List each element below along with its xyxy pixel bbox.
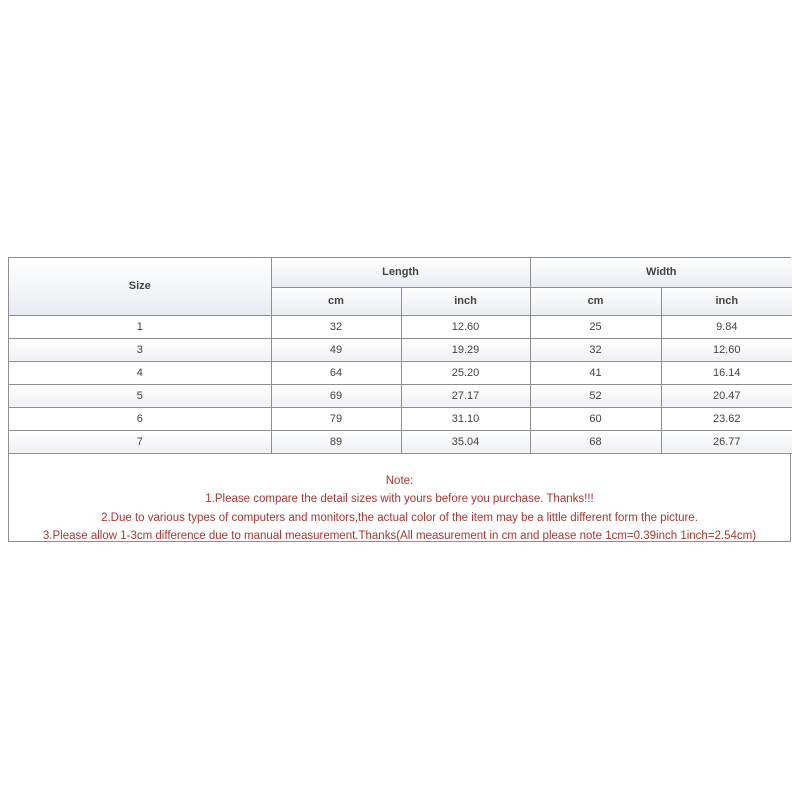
length-header: Length xyxy=(271,258,530,287)
length-inch-cell: 25.20 xyxy=(401,361,530,384)
width-inch-cell: 20.47 xyxy=(661,384,792,407)
notes-section xyxy=(9,454,790,546)
table-row xyxy=(9,361,792,384)
size-header: Size xyxy=(9,258,271,315)
width-header: Width xyxy=(530,258,792,287)
length-inch-cell: 35.04 xyxy=(401,430,530,453)
table-row xyxy=(9,384,792,407)
width-inch-cell: 9.84 xyxy=(661,315,792,338)
length-cm-cell: 64 xyxy=(271,361,401,384)
width-cm-cell: 41 xyxy=(530,361,661,384)
size-cell: 6 xyxy=(9,407,271,430)
width-cm-cell: 52 xyxy=(530,384,661,407)
table-row xyxy=(9,407,792,430)
note-title: Note: xyxy=(385,474,414,487)
size-cell: 5 xyxy=(9,384,271,407)
width-cm-cell: 32 xyxy=(530,338,661,361)
width-inch-cell: 23.62 xyxy=(661,407,792,430)
length-cm-cell: 89 xyxy=(271,430,401,453)
table-row xyxy=(9,430,792,453)
length-inch-cell: 19.29 xyxy=(401,338,530,361)
width-inch-cell: 12.60 xyxy=(661,338,792,361)
width-inch-cell: 26.77 xyxy=(661,430,792,453)
size-cell: 3 xyxy=(9,338,271,361)
length-inch-cell: 31.10 xyxy=(401,407,530,430)
length-inch-cell: 27.17 xyxy=(401,384,530,407)
length-cm-cell: 49 xyxy=(271,338,401,361)
length-cm-cell: 69 xyxy=(271,384,401,407)
width-cm-cell: 60 xyxy=(530,407,661,430)
length-inch-cell: 12.60 xyxy=(401,315,530,338)
size-cell: 1 xyxy=(9,315,271,338)
note-line-2: 2.Due to various types of computers and monitors,the actual color of the item may be a little different form the picture. xyxy=(101,511,698,524)
width-cm-cell: 68 xyxy=(530,430,661,453)
size-chart xyxy=(8,257,791,542)
width-cm-header: cm xyxy=(530,287,661,315)
size-table xyxy=(9,258,792,454)
table-row xyxy=(9,338,792,361)
length-cm-cell: 32 xyxy=(271,315,401,338)
table-row xyxy=(9,315,792,338)
width-inch-header: inch xyxy=(661,287,792,315)
length-cm-cell: 79 xyxy=(271,407,401,430)
length-inch-header: inch xyxy=(401,287,530,315)
note-line-1: 1.Please compare the detail sizes with yours before you purchase. Thanks!!! xyxy=(205,493,594,505)
size-cell: 4 xyxy=(9,361,271,384)
size-cell: 7 xyxy=(9,430,271,453)
width-cm-cell: 25 xyxy=(530,315,661,338)
width-inch-cell: 16.14 xyxy=(661,361,792,384)
length-cm-header: cm xyxy=(271,287,401,315)
note-line-3: 3.Please allow 1-3cm difference due to manual measurement.Thanks(All measurement in cm and please note 1cm=0.39inch 1inch=2.54cm) xyxy=(42,530,757,542)
